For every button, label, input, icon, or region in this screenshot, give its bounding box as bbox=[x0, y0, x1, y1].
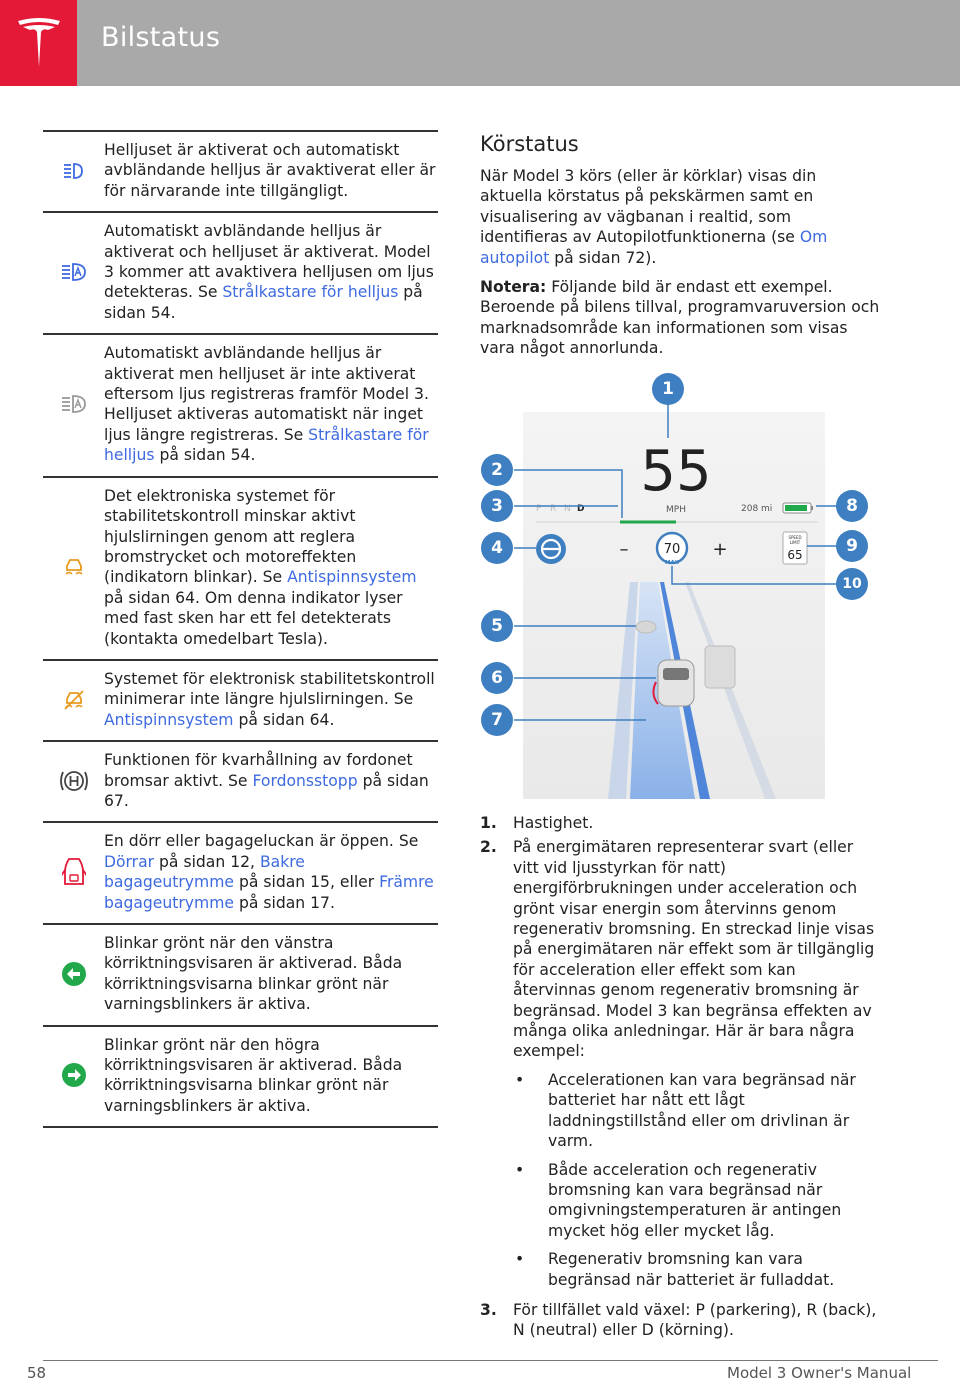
list-item bbox=[480, 837, 880, 1296]
indicator-row bbox=[43, 1025, 438, 1129]
cross-reference-link[interactable]: Dörrar bbox=[104, 852, 155, 871]
indicator-row bbox=[43, 476, 438, 659]
distant-car bbox=[636, 621, 656, 633]
numbered-list bbox=[480, 813, 880, 1345]
list-number: 2. bbox=[480, 838, 497, 857]
callout-badge-8: 8 bbox=[836, 490, 868, 522]
vehicle-hold-icon bbox=[58, 767, 90, 795]
note-label: Notera: bbox=[480, 278, 547, 297]
section-intro: När Model 3 körs (eller är körklar) visas din aktuella körstatus på pekskärmen samt en visualisering av vägbanan i realtid, som identifieras av Autopilotfunktionerna (se Om autopilot på sidan 72). bbox=[480, 167, 828, 267]
max-label: MAX bbox=[665, 560, 679, 566]
callout-badge-7: 7 bbox=[481, 704, 513, 736]
speed-readout: 55 bbox=[640, 439, 712, 504]
stability-control-icon bbox=[63, 556, 85, 578]
callout-badge-3: 3 bbox=[481, 490, 513, 522]
door-open-icon bbox=[62, 857, 86, 887]
cross-reference-link[interactable]: Främre bagageutrymme bbox=[104, 873, 434, 912]
list-item bbox=[480, 813, 880, 833]
list-text: Hastighet. bbox=[513, 814, 594, 832]
indicator-row bbox=[43, 659, 438, 740]
auto-high-beam-active-icon bbox=[59, 262, 89, 282]
stability-control-off-icon bbox=[62, 688, 86, 712]
indicator-description: Helljuset är aktiverat och automatiskt avbländande helljus är avaktiverat eller är för närvarande inte tillgängligt. bbox=[104, 141, 436, 200]
indicator-row bbox=[43, 740, 438, 821]
range-readout: 208 mi bbox=[741, 504, 773, 514]
speed-increase-button: + bbox=[712, 539, 728, 560]
section-note bbox=[480, 277, 880, 359]
cross-reference-link[interactable]: Bakre bagageutrymme bbox=[104, 852, 305, 892]
indicator-description: Systemet för elektronisk stabilitetskontroll minimerar inte längre hjulslirningen. Se Antispinnsystem på sidan 64. bbox=[104, 669, 435, 729]
indicator-description: Automatiskt avbländande helljus är aktiverat men helljuset är inte aktiverat eftersom ljus registreras framför Model 3. Helljuset aktiveras automatiskt när inget ljus längre registreras. Se Strålkastare för helljus på sidan 54. bbox=[104, 344, 429, 465]
indicator-row bbox=[43, 211, 438, 333]
indicator-row bbox=[43, 130, 438, 211]
list-number: 1. bbox=[480, 814, 497, 832]
cross-reference-link[interactable]: Om autopilot bbox=[480, 228, 828, 267]
cross-reference-link[interactable]: Strålkastare för helljus bbox=[222, 283, 399, 302]
bullet-item: • Både acceleration och regenerativ bromsning kan vara begränsad när omgivningstemperaturen är antingen mycket hög eller mycket låg. bbox=[515, 1160, 842, 1240]
bullet-item: • Accelerationen kan vara begränsad när batteriet har nått ett lågt laddningstillstånd eller om drivlinan är varm. bbox=[515, 1070, 856, 1151]
speed-unit: MPH bbox=[666, 505, 686, 515]
page-title: Bilstatus bbox=[101, 22, 221, 53]
speed-limit-value: 65 bbox=[787, 548, 803, 562]
high-beam-icon bbox=[60, 161, 88, 181]
cross-reference-link[interactable]: Antispinnsystem bbox=[287, 568, 417, 587]
indicator-row bbox=[43, 333, 438, 475]
cross-reference-link[interactable]: Fordonsstopp bbox=[252, 771, 358, 790]
set-speed: 70 bbox=[663, 542, 681, 557]
indicator-description: Funktionen för kvarhållning av fordonet bromsar aktivt. Se Fordonsstopp på sidan 67. bbox=[104, 751, 429, 810]
list-number: 3. bbox=[480, 1300, 497, 1319]
footer-divider bbox=[43, 1360, 938, 1361]
callout-badge-1: 1 bbox=[652, 373, 684, 405]
bullet-item: • Regenerativ bromsning kan vara begränsad när batteriet är fulladdat. bbox=[515, 1250, 835, 1289]
indicator-description: Det elektroniska systemet för stabilitetskontroll minskar aktivt hjulslirningen genom att reglera bromstrycket och motoreffekten (indikatorn blinkar). Se Antispinnsystem på sidan 64. Om denna indikator lyser med fast sken har ett fel detekterats (kontakta omedelbart Tesla). bbox=[104, 486, 417, 648]
cross-reference-link[interactable]: Strålkastare för helljus bbox=[104, 425, 429, 465]
driving-status-section bbox=[480, 130, 880, 368]
gear-r: R bbox=[550, 504, 557, 514]
speed-decrease-button: – bbox=[619, 539, 629, 560]
callout-badge-5: 5 bbox=[481, 610, 513, 642]
callout-badge-10: 10 bbox=[836, 568, 868, 600]
page-header bbox=[0, 0, 960, 86]
callout-badge-4: 4 bbox=[481, 532, 513, 564]
list-text: För tillfället vald växel: P (parkering), R (back), N (neutral) eller D (körning). bbox=[513, 1300, 877, 1340]
tesla-logo-icon bbox=[16, 17, 62, 69]
indicator-description: En dörr eller bagageluckan är öppen. Se Dörrar på sidan 12, Bakre bagageutrymme på sidan 15, eller Främre bagageutrymme på sidan 17. bbox=[104, 832, 434, 912]
page-number: 58 bbox=[27, 1364, 47, 1382]
instrument-display-figure bbox=[480, 372, 880, 802]
manual-title: Model 3 Owner's Manual bbox=[727, 1364, 912, 1382]
indicator-row bbox=[43, 821, 438, 923]
indicator-description: Blinkar grönt när den vänstra körriktningsvisaren är aktiverad. Båda körriktningsvisarna blinkar grönt när varningsblinkers är aktiva. bbox=[104, 934, 403, 1014]
indicator-description: Blinkar grönt när den högra körriktningsvisaren är aktiverad. Båda körriktningsvisarna blinkar grönt när varningsblinkers är aktiva. bbox=[104, 1035, 403, 1115]
note-text: Följande bild är endast ett exempel. Beroende på bilens tillval, programvaruversion och marknadsområde kan informationen som visas vara något annorlunda. bbox=[480, 278, 880, 358]
gear-d: D bbox=[577, 504, 585, 514]
callout-badge-2: 2 bbox=[481, 454, 513, 486]
cross-reference-link[interactable]: Antispinnsystem bbox=[104, 710, 234, 729]
indicator-table bbox=[43, 130, 438, 1128]
list-item bbox=[480, 1300, 880, 1341]
svg-text:LIMIT: LIMIT bbox=[789, 540, 801, 545]
gear-p: P bbox=[536, 504, 542, 514]
section-title: Körstatus bbox=[480, 132, 579, 156]
auto-high-beam-standby-icon bbox=[59, 394, 89, 414]
indicator-description: Automatiskt avbländande helljus är aktiverat och helljuset är aktiverat. Model 3 kommer att avaktivera helljusen om ljus detekteras. Se Strålkastare för helljus på sidan 54. bbox=[104, 222, 434, 322]
list-text: På energimätaren representerar svart (eller vitt vid ljusstyrkan för natt) energiförbrukningen under acceleration och grönt visar energin som återvinns genom regenerativ bromsning. En streckad linje visas på energimätaren när effekt som är tillgänglig för acceleration eller effekt som kan återvinnas genom regenerativ bromsning är begränsad. Model 3 kan begränsa effekten av många olika anledningar. Här är bara några exempel: • Accelerationen kan vara begränsad när batteriet har nått ett lågt laddningstillstånd eller om drivlinan är varm. • Både acceleration och regenerativ bromsning kan vara begränsad när omgivningstemperaturen är antingen mycket hög eller mycket låg. • Regenerativ bromsning kan vara begränsad när batteriet är fulladdat. bbox=[513, 837, 880, 1296]
indicator-row bbox=[43, 923, 438, 1025]
right-turn-signal-icon bbox=[61, 1062, 87, 1088]
svg-text:SPEED: SPEED bbox=[788, 535, 802, 540]
callout-badge-6: 6 bbox=[481, 662, 513, 694]
callout-badge-9: 9 bbox=[836, 530, 868, 562]
own-car bbox=[658, 660, 694, 706]
gear-n: N bbox=[564, 504, 571, 514]
touchscreen-illustration bbox=[480, 372, 880, 802]
truck bbox=[705, 646, 735, 688]
tesla-logo bbox=[0, 0, 77, 86]
left-turn-signal-icon bbox=[61, 961, 87, 987]
